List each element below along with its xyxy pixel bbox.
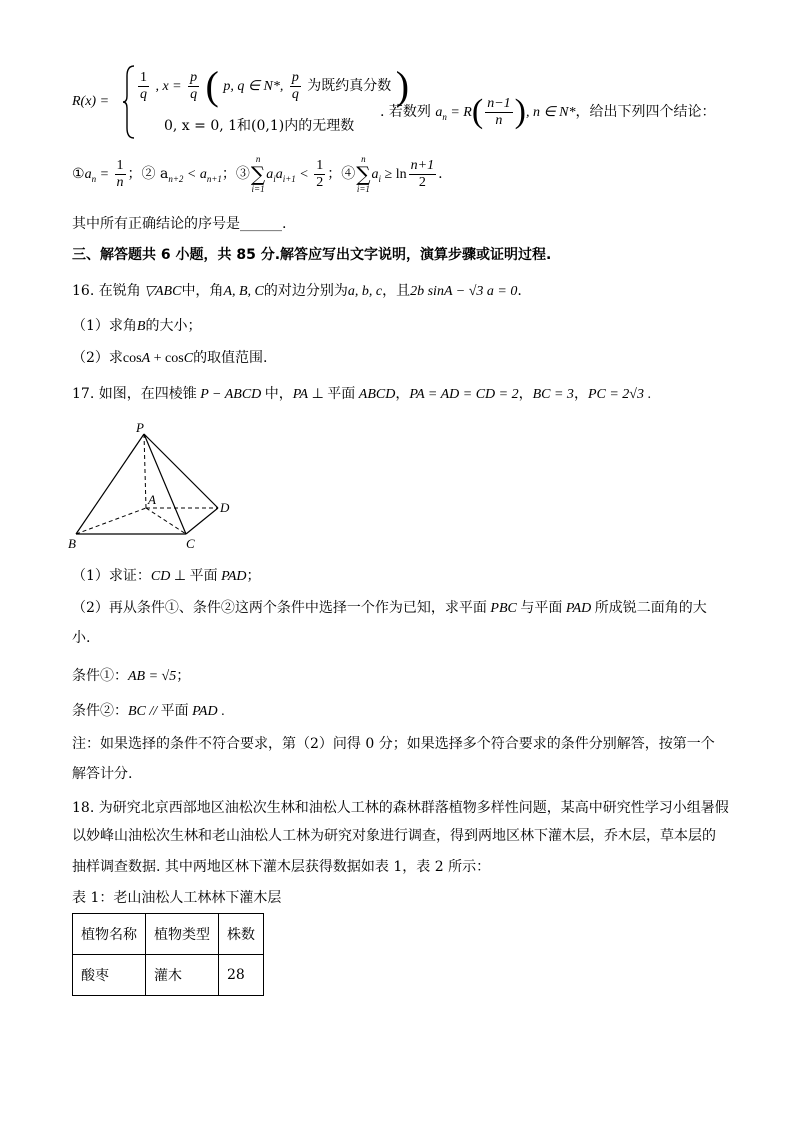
q17-c: 平面 bbox=[327, 386, 356, 402]
q17-p1-tail: 平面 bbox=[189, 568, 218, 584]
q18-line2: 以妙峰山油松次生林和老山油松人工林为研究对象进行调查，得到两地区林下灌木层，乔木层，草本层的 bbox=[72, 828, 716, 844]
table-header-cell: 株数 bbox=[219, 914, 264, 955]
q16-p1: （1）求角 bbox=[72, 318, 137, 334]
edge-PB bbox=[76, 434, 144, 534]
table-header-cell: 植物名称 bbox=[73, 914, 146, 955]
q18-line1: 18. 为研究北京西部地区油松次生林和油松人工林的森林群落植物多样性问题，某高中研究性学习小组暑假 bbox=[72, 800, 729, 816]
q17-p2-a: （2）再从条件①、条件②这两个条件中选择一个作为已知，求平面 bbox=[72, 600, 487, 616]
q16-d: ，且 bbox=[382, 283, 411, 299]
q17-p2-mid: 与平面 bbox=[520, 600, 563, 616]
q17-part2: （2）再从条件①、条件②这两个条件中选择一个作为已知，求平面 PBC 与平面 PAD 所成锐二面角的大 bbox=[72, 600, 707, 616]
q16-p2: （2）求 bbox=[72, 350, 123, 366]
table-header-row bbox=[73, 914, 264, 955]
edge-CD bbox=[186, 508, 218, 534]
q17-stem: 17. 如图，在四棱锥 P − ABCD 中，PA ⊥ 平面 ABCD，PA = AD = CD = 2，BC = 3，PC = 2√3 . bbox=[72, 386, 651, 402]
q18-line3: 抽样调查数据. 其中两地区林下灌木层获得数据如表 1，表 2 所示： bbox=[72, 859, 491, 875]
q16-a: 16. 在锐角 bbox=[72, 283, 141, 299]
q16-e: . bbox=[517, 283, 522, 299]
label-D: D bbox=[220, 500, 230, 515]
q17-a: 17. 如图，在四棱锥 bbox=[72, 386, 197, 402]
q17-part1: （1）求证：CD ⊥ 平面 PAD； bbox=[72, 568, 261, 584]
left-brace bbox=[122, 64, 136, 140]
q16-part1: （1）求角B的大小； bbox=[72, 318, 202, 334]
label-C: C bbox=[186, 536, 195, 551]
conclusions-end: . bbox=[438, 166, 443, 182]
q17-note-line1: 注：如果选择的条件不符合要求，第（2）问得 0 分；如果选择多个符合要求的条件分别解答，按第一个 bbox=[72, 736, 715, 752]
condition-2-label: 条件②： bbox=[72, 703, 128, 719]
conclusion-1-label: ① bbox=[72, 166, 85, 182]
edge-PA bbox=[144, 434, 146, 508]
q16-part2: （2）求cosA + cosC的取值范围. bbox=[72, 350, 268, 366]
q16-stem: 16. 在锐角 ▽ABC中，角A, B, C的对边分别为a, b, c，且2b sinA − √3 a = 0. bbox=[72, 283, 522, 299]
condition-2-mid: 平面 bbox=[160, 703, 189, 719]
table-cell: 28 bbox=[219, 955, 264, 996]
conclusion-2: ；② a bbox=[127, 166, 169, 182]
conclusion-intro: ，给出下列四个结论： bbox=[575, 104, 716, 120]
q17-p2-tail: 所成锐二面角的大 bbox=[594, 600, 707, 616]
case1-condition: , x = bbox=[155, 79, 182, 94]
table-cell: 酸枣 bbox=[73, 955, 146, 996]
label-P: P bbox=[136, 420, 144, 435]
sequence-intro: . 若数列 bbox=[380, 104, 431, 120]
label-A: A bbox=[148, 492, 156, 507]
table-1 bbox=[72, 913, 264, 996]
q17-d: ， bbox=[395, 386, 410, 402]
condition-2: 条件②：BC // 平面 PAD . bbox=[72, 703, 225, 719]
table-cell: 灌木 bbox=[146, 955, 219, 996]
table-row bbox=[73, 955, 264, 996]
edge-AB bbox=[76, 508, 146, 534]
conclusions-line: $①a_n$ = $\frac{1}{n}$ ；② $a_{n+2} < a_{n+1}$；③ n ∑ i=1 $a_ia_{i+1}$ < $\frac{1}{2}$ ；④ n ∑ i=1 $a_i \ge \ln$ $\frac{n+1}{2}$ . bbox=[72, 154, 443, 194]
q17-part2-line2: 小. bbox=[72, 630, 91, 646]
q17-note-line2: 解答计分. bbox=[72, 766, 133, 782]
q17-b: 中， bbox=[264, 386, 293, 402]
case2: 0, x = 0, 1和(0,1)内的无理数 bbox=[164, 118, 355, 134]
q17-p1: （1）求证： bbox=[72, 568, 151, 584]
condition-1-label: 条件①： bbox=[72, 668, 128, 684]
table-header-cell: 植物类型 bbox=[146, 914, 219, 955]
q16-b: 中，角 bbox=[181, 283, 224, 299]
pyramid-figure bbox=[66, 420, 246, 554]
label-B: B bbox=[68, 536, 76, 551]
case1-tail: 为既约真分数 bbox=[307, 78, 392, 94]
sequence-domain: , n ∈ N* bbox=[525, 105, 576, 120]
rx-lhs: R(x) = bbox=[72, 94, 110, 109]
case1-set: p, q ∈ N*, bbox=[223, 79, 284, 94]
q15-question: 其中所有正确结论的序号是______. bbox=[72, 216, 287, 232]
q16-p1-tail: 的大小； bbox=[145, 318, 202, 334]
q16-p2-tail: 的取值范围. bbox=[193, 350, 268, 366]
edge-PC bbox=[144, 434, 186, 534]
conclusion-3-label: ；③ bbox=[221, 166, 250, 182]
table-1-caption: 表 1：老山油松人工林林下灌木层 bbox=[72, 890, 282, 906]
section-3-title: 三、解答题共 6 小题，共 85 分.解答应写出文字说明，演算步骤或证明过程. bbox=[72, 247, 552, 263]
condition-1: 条件①：AB = √5； bbox=[72, 668, 191, 684]
conclusion-4-label: ；④ bbox=[327, 166, 356, 182]
q16-c: 的对边分别为 bbox=[263, 283, 348, 299]
